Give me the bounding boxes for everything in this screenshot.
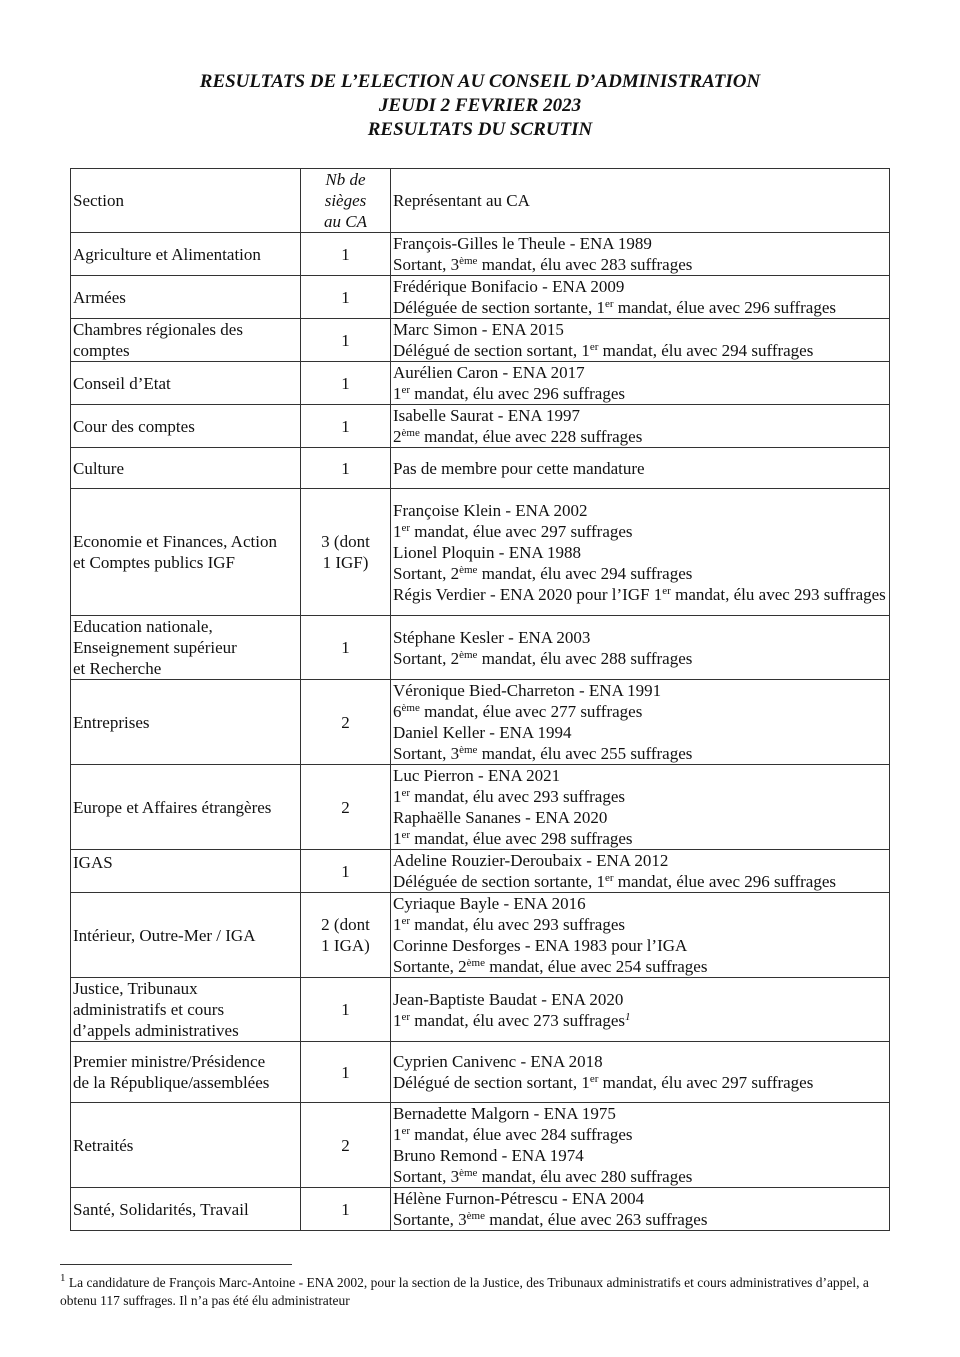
seats-count: 1	[341, 416, 350, 436]
representative-cell	[391, 489, 890, 616]
representative-cell	[391, 680, 890, 765]
section-name: Education nationale,	[73, 617, 213, 636]
table-row	[71, 765, 890, 850]
representative-cell	[391, 233, 890, 276]
table-row	[71, 1042, 890, 1103]
representative-text: Sortant, 3	[393, 255, 460, 274]
seats-count: 1 IGF)	[322, 553, 369, 572]
representative-line	[393, 458, 887, 479]
representative-text: mandat, élu avec 296 suffrages	[410, 384, 625, 403]
representative-line	[393, 1209, 887, 1230]
representative-line	[393, 319, 887, 340]
section-name: comptes	[73, 341, 130, 360]
representative-text: mandat, élue avec 296 suffrages	[613, 872, 836, 891]
section-name: Retraités	[73, 1135, 134, 1155]
representative-text: Marc Simon - ENA 2015	[393, 320, 564, 339]
seats-count: 1	[341, 287, 350, 307]
representative-text: 2	[393, 427, 402, 446]
footnote	[60, 1274, 905, 1310]
representative-line	[393, 500, 887, 521]
representative-text: 1	[393, 1125, 402, 1144]
seats-count: 2	[341, 1135, 350, 1155]
seats-cell	[301, 850, 391, 893]
representative-text: mandat, élu avec 280 suffrages	[477, 1167, 693, 1186]
representative-line	[393, 563, 887, 584]
representative-line	[393, 383, 887, 404]
representative-text: Sortante, 3	[393, 1210, 467, 1229]
section-cell	[71, 1042, 301, 1103]
representative-line	[393, 1103, 887, 1124]
representative-text: Isabelle Saurat - ENA 1997	[393, 406, 580, 425]
seats-cell	[301, 978, 391, 1042]
ordinal-suffix: ème	[466, 957, 485, 969]
ordinal-suffix: ème	[459, 255, 478, 267]
table-row	[71, 233, 890, 276]
representative-text: mandat, élu avec 283 suffrages	[477, 255, 693, 274]
representative-line	[393, 1072, 887, 1093]
ordinal-suffix: er	[401, 915, 411, 927]
ordinal-suffix: ème	[459, 563, 478, 576]
seats-cell	[301, 362, 391, 405]
representative-line	[393, 850, 887, 871]
ordinal-suffix: er	[401, 787, 411, 799]
representative-cell	[391, 850, 890, 893]
representative-text: mandat, élue avec 254 suffrages	[484, 957, 708, 976]
table-header-row	[71, 169, 890, 233]
section-cell	[71, 448, 301, 489]
representative-text: mandat, élu avec 294 suffrages	[477, 563, 693, 583]
section-name: d’appels administratives	[73, 1021, 239, 1040]
representative-line	[393, 584, 887, 605]
representative-text: Déléguée de section sortante, 1	[393, 872, 605, 891]
representative-line	[393, 276, 887, 297]
representative-line	[393, 254, 887, 275]
representative-line	[393, 1051, 887, 1072]
ordinal-suffix: er	[401, 521, 411, 534]
section-name: administratifs et cours	[73, 1000, 225, 1019]
representative-text: 1	[393, 384, 402, 403]
representative-text: Stéphane Kesler - ENA 2003	[393, 627, 591, 647]
representative-text: mandat, élue avec 228 suffrages	[419, 427, 643, 446]
representative-cell	[391, 1103, 890, 1188]
section-name: Armées	[73, 287, 126, 307]
results-table	[70, 168, 890, 1231]
representative-line	[393, 786, 887, 807]
representative-text: Sortant, 3	[393, 744, 460, 763]
representative-text: 1	[393, 1010, 402, 1030]
representative-text: Cyprien Canivenc - ENA 2018	[393, 1052, 603, 1071]
ordinal-suffix: er	[401, 1010, 411, 1023]
section-name: de la République/assemblées	[73, 1073, 270, 1092]
seats-cell	[301, 1103, 391, 1188]
representative-text: 1	[393, 829, 402, 848]
representative-line	[393, 989, 887, 1010]
seats-cell	[301, 319, 391, 362]
section-name: Entreprises	[73, 712, 150, 732]
seats-count: 2	[341, 712, 350, 732]
seats-count: 1	[341, 244, 350, 264]
representative-line	[393, 828, 887, 849]
seats-count: 2 (dont	[321, 915, 370, 934]
representative-cell	[391, 1042, 890, 1103]
representative-line	[393, 722, 887, 743]
seats-count: 1	[341, 330, 350, 350]
representative-text: Jean-Baptiste Baudat - ENA 2020	[393, 989, 624, 1009]
document-title	[0, 70, 960, 142]
representative-line	[393, 233, 887, 254]
section-name: Intérieur, Outre-Mer / IGA	[73, 925, 256, 945]
representative-text: 1	[393, 521, 402, 541]
representative-text: Pas de membre pour cette mandature	[393, 458, 645, 478]
representative-text: mandat, élue avec 277 suffrages	[419, 702, 643, 721]
representative-line	[393, 297, 887, 318]
representative-text: Bernadette Malgorn - ENA 1975	[393, 1104, 616, 1123]
representative-line	[393, 680, 887, 701]
title-line-2: JEUDI 2 FEVRIER 2023	[378, 95, 582, 116]
seats-cell	[301, 616, 391, 680]
representative-text: mandat, élu avec 293 suffrages	[410, 787, 625, 806]
representative-cell	[391, 319, 890, 362]
section-name: Europe et Affaires étrangères	[73, 797, 272, 817]
footnote-reference: 1	[625, 1010, 631, 1023]
representative-text: mandat, élue avec 297 suffrages	[410, 521, 633, 541]
seats-cell	[301, 680, 391, 765]
seats-cell	[301, 233, 391, 276]
representative-line	[393, 542, 887, 563]
representative-text: Cyriaque Bayle - ENA 2016	[393, 894, 586, 913]
section-name: Justice, Tribunaux	[73, 979, 198, 998]
representative-text: Sortant, 3	[393, 1167, 460, 1186]
representative-text: Délégué de section sortant, 1	[393, 341, 590, 360]
seats-count: 1 IGA)	[321, 936, 370, 955]
representative-cell	[391, 276, 890, 319]
header-section: Section	[71, 169, 301, 233]
ordinal-suffix: er	[604, 872, 614, 884]
representative-cell	[391, 448, 890, 489]
representative-line	[393, 956, 887, 977]
table-row	[71, 405, 890, 448]
ordinal-suffix: ème	[459, 744, 478, 756]
representative-line	[393, 1166, 887, 1187]
table-row	[71, 1188, 890, 1231]
section-cell	[71, 405, 301, 448]
section-cell	[71, 319, 301, 362]
representative-text: mandat, élue avec 263 suffrages	[484, 1210, 708, 1229]
representative-text: mandat, élue avec 298 suffrages	[410, 829, 633, 848]
representative-line	[393, 405, 887, 426]
representative-line	[393, 914, 887, 935]
section-name: et Recherche	[73, 659, 162, 678]
representative-text: Sortant, 2	[393, 648, 460, 668]
table-row	[71, 362, 890, 405]
representative-text: mandat, élu avec 297 suffrages	[598, 1073, 814, 1092]
footnote-mark: 1	[60, 1272, 66, 1284]
seats-count: 1	[341, 373, 350, 393]
representative-line	[393, 340, 887, 361]
section-cell	[71, 362, 301, 405]
header-representative: Représentant au CA	[391, 169, 890, 233]
representative-cell	[391, 893, 890, 978]
seats-count: 1	[341, 1199, 350, 1219]
representative-cell	[391, 616, 890, 680]
table-row	[71, 978, 890, 1042]
representative-text: Véronique Bied-Charreton - ENA 1991	[393, 681, 662, 700]
representative-text: 1	[393, 787, 402, 806]
footnote-separator	[60, 1264, 292, 1265]
table-row	[71, 448, 890, 489]
section-name: IGAS	[73, 853, 113, 872]
representative-text: mandat, élu avec 293 suffrages	[410, 915, 625, 934]
representative-line	[393, 807, 887, 828]
ordinal-suffix: er	[604, 298, 614, 310]
table-row	[71, 680, 890, 765]
representative-line	[393, 871, 887, 892]
ordinal-suffix: ème	[401, 427, 420, 439]
representative-text: Françoise Klein - ENA 2002	[393, 500, 588, 520]
representative-cell	[391, 765, 890, 850]
seats-cell	[301, 489, 391, 616]
representative-line	[393, 648, 887, 669]
representative-text: Raphaëlle Sananes - ENA 2020	[393, 808, 608, 827]
representative-line	[393, 362, 887, 383]
header-seats-line: Nb de	[325, 170, 366, 189]
representative-text: 1	[393, 915, 402, 934]
representative-text: mandat, élu avec 294 suffrages	[598, 341, 814, 360]
section-cell	[71, 233, 301, 276]
section-name: Enseignement supérieur	[73, 638, 237, 657]
title-line-1: RESULTATS DE L’ELECTION AU CONSEIL D’ADMINISTRATION	[199, 71, 761, 92]
header-seats-line: sièges	[324, 191, 367, 210]
table-row	[71, 616, 890, 680]
representative-cell	[391, 978, 890, 1042]
ordinal-suffix: ème	[459, 648, 478, 661]
table-row	[71, 276, 890, 319]
seats-count: 1	[341, 458, 350, 478]
representative-text: Déléguée de section sortante, 1	[393, 298, 605, 317]
seats-cell	[301, 765, 391, 850]
representative-line	[393, 1010, 887, 1031]
representative-text: Régis Verdier - ENA 2020 pour l’IGF 1	[393, 584, 663, 604]
section-cell	[71, 276, 301, 319]
title-line-3: RESULTATS DU SCRUTIN	[367, 119, 593, 140]
representative-text: Délégué de section sortant, 1	[393, 1073, 590, 1092]
representative-cell	[391, 405, 890, 448]
representative-text: mandat, élue avec 296 suffrages	[613, 298, 836, 317]
representative-text: Lionel Ploquin - ENA 1988	[393, 542, 581, 562]
table-row	[71, 893, 890, 978]
seats-cell	[301, 1188, 391, 1231]
seats-count: 1	[341, 638, 350, 657]
representative-line	[393, 935, 887, 956]
table-row	[71, 319, 890, 362]
section-cell	[71, 680, 301, 765]
seats-cell	[301, 1042, 391, 1103]
representative-line	[393, 765, 887, 786]
seats-count: 1	[341, 1062, 350, 1082]
ordinal-suffix: er	[401, 1125, 411, 1137]
representative-line	[393, 1124, 887, 1145]
section-cell	[71, 1103, 301, 1188]
seats-cell	[301, 448, 391, 489]
representative-line	[393, 743, 887, 764]
representative-line	[393, 893, 887, 914]
representative-text: Corinne Desforges - ENA 1983 pour l’IGA	[393, 936, 688, 955]
section-cell	[71, 978, 301, 1042]
section-name: et Comptes publics IGF	[73, 553, 235, 572]
ordinal-suffix: ème	[459, 1167, 478, 1179]
ordinal-suffix: er	[401, 829, 411, 841]
header-seats-line: au CA	[324, 212, 367, 231]
representative-line	[393, 627, 887, 648]
footnote-text: La candidature de François Marc-Antoine - ENA 2002, pour la section de la Justice, des Tribunaux administratifs et cours administratives d’appel, a obtenu 117 suffrages. Il n’a pas été élu administrateur	[60, 1275, 869, 1308]
representative-text: François-Gilles le Theule - ENA 1989	[393, 234, 652, 253]
representative-text: mandat, élu avec 255 suffrages	[477, 744, 693, 763]
representative-text: Hélène Furnon-Pétrescu - ENA 2004	[393, 1189, 645, 1208]
section-cell	[71, 1188, 301, 1231]
representative-text: 6	[393, 702, 402, 721]
section-name: Santé, Solidarités, Travail	[73, 1199, 249, 1219]
representative-line	[393, 701, 887, 722]
representative-cell	[391, 1188, 890, 1231]
section-cell	[71, 616, 301, 680]
ordinal-suffix: er	[589, 341, 599, 353]
section-name: Cour des comptes	[73, 416, 195, 436]
seats-count: 1	[341, 1000, 350, 1019]
ordinal-suffix: ème	[401, 702, 420, 714]
section-name: Economie et Finances, Action	[73, 532, 277, 551]
seats-count: 3 (dont	[321, 532, 370, 551]
representative-text: Sortant, 2	[393, 563, 460, 583]
representative-text: Luc Pierron - ENA 2021	[393, 766, 561, 785]
table-row	[71, 489, 890, 616]
seats-cell	[301, 893, 391, 978]
section-name: Premier ministre/Présidence	[73, 1052, 266, 1071]
ordinal-suffix: er	[401, 384, 411, 396]
ordinal-suffix: er	[662, 584, 671, 597]
seats-cell	[301, 405, 391, 448]
ordinal-suffix: er	[589, 1073, 599, 1085]
representative-text: mandat, élue avec 284 suffrages	[410, 1125, 633, 1144]
representative-cell	[391, 362, 890, 405]
section-name: Culture	[73, 458, 124, 478]
seats-cell	[301, 276, 391, 319]
representative-text: Aurélien Caron - ENA 2017	[393, 363, 585, 382]
representative-line	[393, 426, 887, 447]
section-name: Conseil d’Etat	[73, 373, 171, 393]
representative-line	[393, 1145, 887, 1166]
representative-text: Frédérique Bonifacio - ENA 2009	[393, 277, 625, 296]
representative-text: Daniel Keller - ENA 1994	[393, 723, 572, 742]
representative-text: mandat, élu avec 293 suffrages	[670, 584, 886, 604]
section-cell	[71, 893, 301, 978]
representative-text: Bruno Remond - ENA 1974	[393, 1146, 584, 1165]
section-cell	[71, 850, 301, 893]
representative-line	[393, 521, 887, 542]
seats-count: 1	[341, 861, 350, 881]
representative-text: Adeline Rouzier-Deroubaix - ENA 2012	[393, 851, 669, 870]
header-seats	[301, 169, 391, 233]
section-name: Agriculture et Alimentation	[73, 244, 261, 264]
table-row	[71, 850, 890, 893]
representative-line	[393, 1188, 887, 1209]
section-cell	[71, 489, 301, 616]
section-name: Chambres régionales des	[73, 320, 243, 339]
table-row	[71, 1103, 890, 1188]
section-cell	[71, 765, 301, 850]
representative-text: mandat, élu avec 273 suffrages	[410, 1010, 625, 1030]
seats-count: 2	[341, 797, 350, 817]
representative-text: Sortante, 2	[393, 957, 467, 976]
table-body	[71, 233, 890, 1231]
representative-text: mandat, élu avec 288 suffrages	[477, 648, 693, 668]
ordinal-suffix: ème	[466, 1210, 485, 1222]
